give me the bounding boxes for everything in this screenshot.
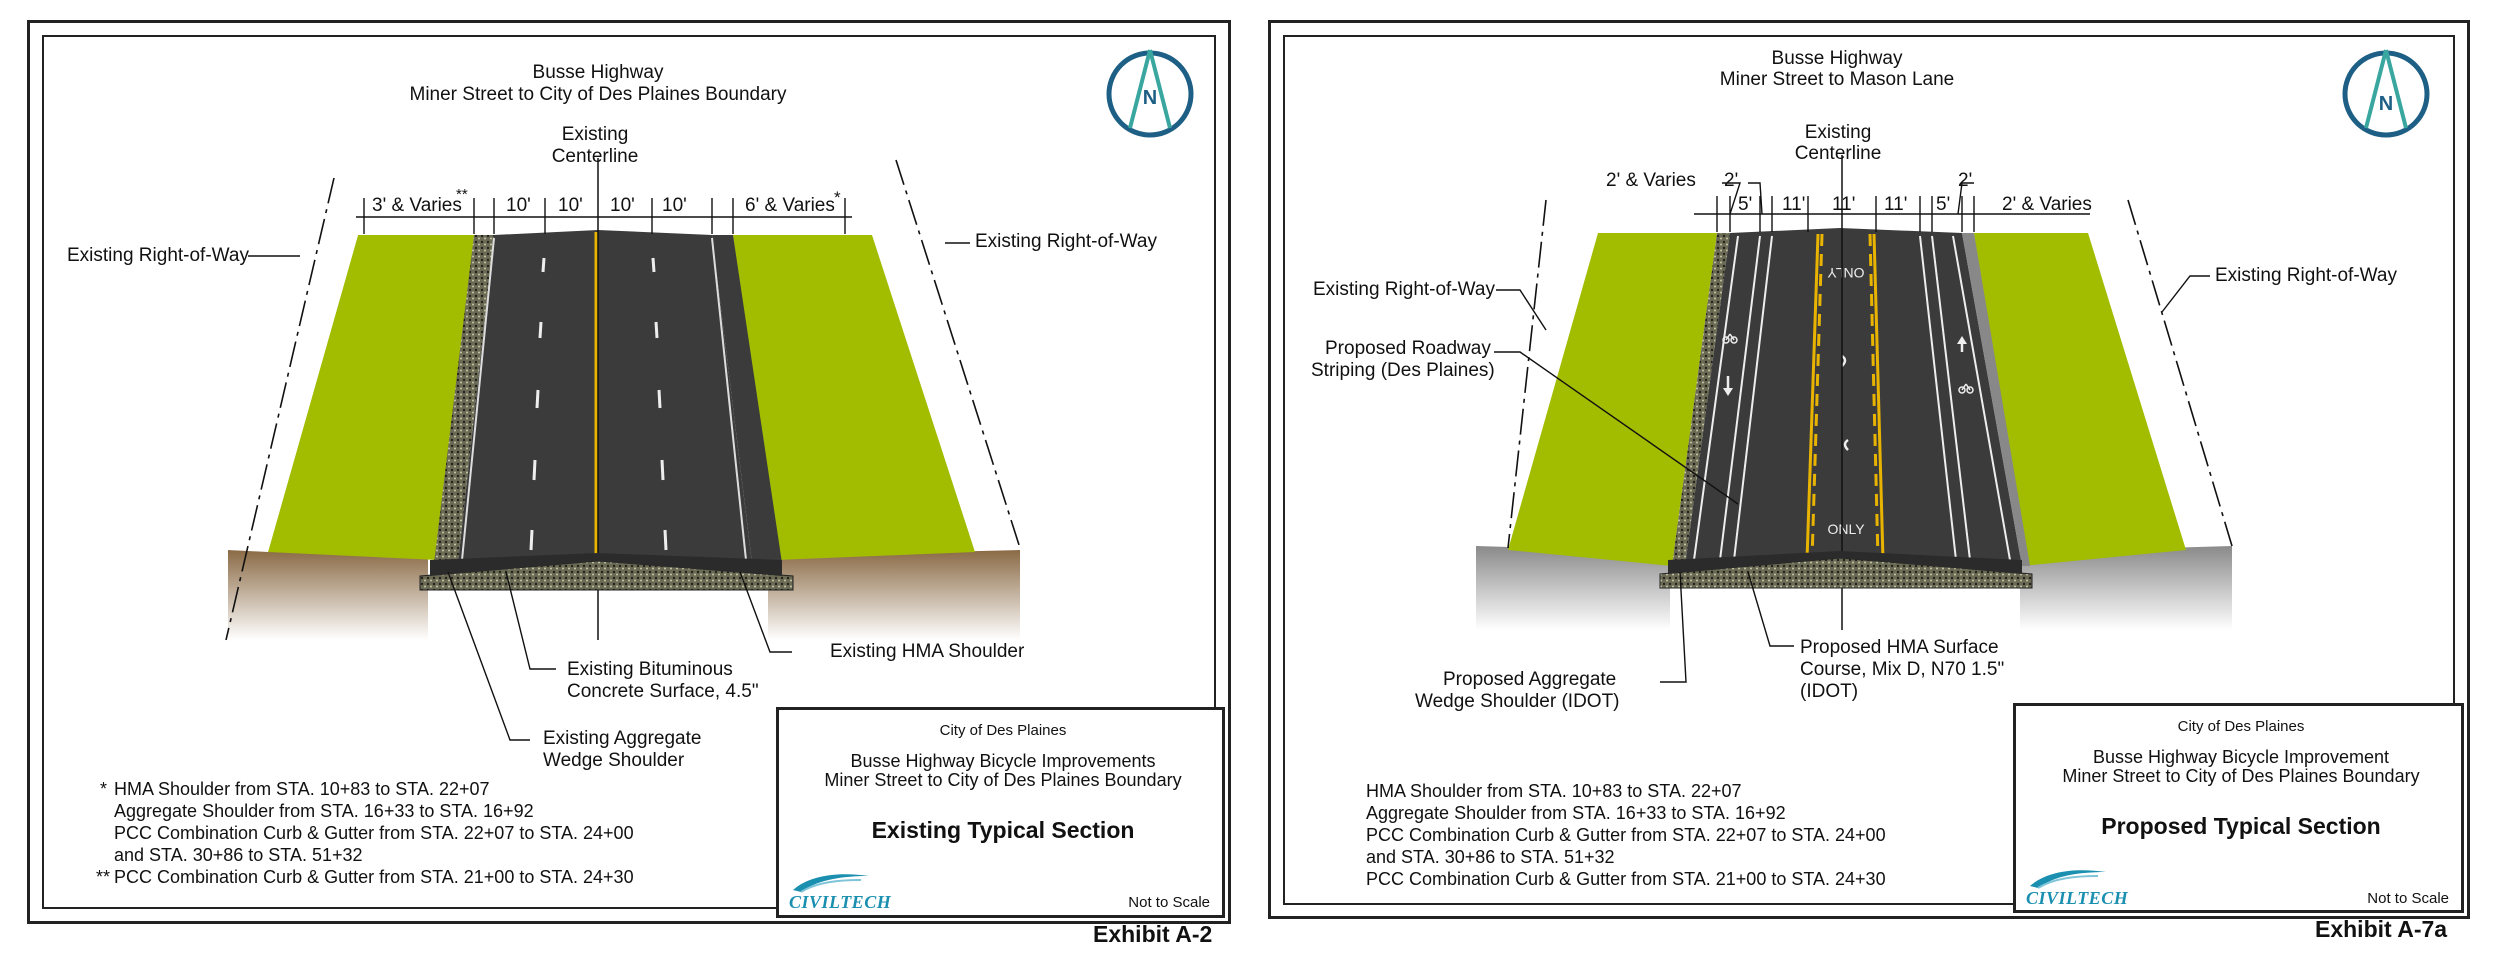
left-title-line2: Miner Street to City of Des Plaines Boundary	[409, 84, 787, 105]
tb-project-line1: Busse Highway Bicycle Improvement	[2092, 747, 2390, 767]
civiltech-logo: CIVILTECH	[789, 892, 892, 912]
civiltech-logo-swoosh	[2028, 866, 2108, 890]
right-callout-agg-1: Proposed Aggregate	[1443, 669, 1617, 690]
right-notes	[1366, 780, 1886, 890]
tb-section-title: Existing Typical Section	[871, 817, 1135, 843]
right-centerline-label-2: Centerline	[1794, 143, 1882, 164]
left-callout-surface-1: Existing Bituminous	[567, 659, 733, 680]
tb-section-title: Proposed Typical Section	[2101, 813, 2381, 839]
right-dim-1: 2' & Varies	[1606, 170, 1696, 191]
tb-project-line1: Busse Highway Bicycle Improvements	[850, 751, 1156, 771]
left-callout-surface-2: Concrete Surface, 4.5"	[567, 681, 759, 702]
tb-city: City of Des Plaines	[2177, 718, 2305, 735]
right-callout-hma-1: Proposed HMA Surface	[1800, 637, 1999, 658]
left-callout-hma-shoulder: Existing HMA Shoulder	[830, 641, 1025, 662]
pavement-word-bottom: ONLY	[1827, 521, 1865, 537]
right-dim-8: 2'	[1958, 170, 1973, 191]
note-mark: *	[100, 779, 108, 799]
right-callout-hma-3: (IDOT)	[1800, 681, 1859, 702]
right-title-line2: Miner Street to Mason Lane	[1719, 69, 1955, 90]
tb-scale: Not to Scale	[2367, 890, 2449, 907]
right-dim-9: 2' & Varies	[2002, 194, 2092, 215]
left-dim-shoulder-right: 6' & Varies	[745, 195, 835, 216]
right-row-label-right: Existing Right-of-Way	[2215, 265, 2397, 286]
right-row-label-left: Existing Right-of-Way	[1313, 279, 1495, 300]
right-centerline-label-1: Existing	[1804, 122, 1872, 143]
right-dim-5: 11'	[1832, 194, 1856, 215]
left-dim-note-mark-2: **	[456, 186, 468, 203]
left-dim-shoulder-left: 3' & Varies	[372, 195, 462, 216]
left-title-block	[776, 707, 1225, 918]
right-dim-4: 11'	[1782, 194, 1806, 215]
tb-city: City of Des Plaines	[939, 722, 1067, 739]
note-text: PCC Combination Curb & Gutter from STA. 22+07 to STA. 24+00	[1366, 825, 1886, 845]
left-dim-lane-2: 10'	[558, 195, 583, 216]
soil-right	[768, 550, 1020, 640]
north-arrow-icon	[1104, 48, 1196, 140]
note-text: and STA. 30+86 to STA. 51+32	[1366, 847, 1615, 867]
left-dim-lane-1: 10'	[506, 195, 531, 216]
left-row-label-right: Existing Right-of-Way	[975, 231, 1157, 252]
north-arrow-icon	[2340, 48, 2432, 140]
tb-scale: Not to Scale	[1128, 894, 1210, 911]
note-text: PCC Combination Curb & Gutter from STA. 21+00 to STA. 24+30	[1366, 869, 1886, 889]
soil-left	[228, 550, 428, 640]
right-callout-agg-2: Wedge Shoulder (IDOT)	[1415, 691, 1620, 712]
right-title-line1: Busse Highway	[1771, 48, 1903, 69]
note-mark: **	[96, 867, 111, 887]
right-dim-2: 2'	[1724, 170, 1739, 191]
pavement-word-top: ONLY	[1827, 265, 1865, 281]
north-letter: N	[1142, 87, 1158, 109]
note-text: HMA Shoulder from STA. 10+83 to STA. 22+07	[114, 779, 490, 799]
left-centerline-label-2: Centerline	[551, 146, 639, 167]
note-text: Aggregate Shoulder from STA. 16+33 to STA. 16+92	[114, 801, 534, 821]
right-callout-hma-2: Course, Mix D, N70 1.5"	[1800, 659, 2005, 680]
tb-project-line2: Miner Street to City of Des Plaines Boundary	[2062, 766, 2420, 786]
left-callout-agg-2: Wedge Shoulder	[543, 750, 685, 771]
right-callout-striping-2: Striping (Des Plaines)	[1311, 360, 1495, 381]
left-exhibit-label: Exhibit A-2	[1093, 921, 1213, 947]
right-exhibit-label: Exhibit A-7a	[2315, 916, 2448, 942]
note-text: PCC Combination Curb & Gutter from STA. 22+07 to STA. 24+00	[114, 823, 634, 843]
right-callout-striping-1: Proposed Roadway	[1325, 338, 1491, 359]
left-callout-agg-1: Existing Aggregate	[543, 728, 702, 749]
right-dim-7: 5'	[1936, 194, 1951, 215]
left-dim-note-mark-1: *	[834, 188, 841, 207]
note-text: Aggregate Shoulder from STA. 16+33 to STA. 16+92	[1366, 803, 1786, 823]
pavement	[458, 230, 752, 563]
left-title-line1: Busse Highway	[532, 62, 664, 83]
left-dim-lane-3: 10'	[610, 195, 635, 216]
note-text: and STA. 30+86 to STA. 51+32	[114, 845, 363, 865]
right-title-block	[2013, 703, 2464, 913]
tb-project-line2: Miner Street to City of Des Plaines Boundary	[824, 770, 1182, 790]
civiltech-logo: CIVILTECH	[2026, 888, 2129, 908]
left-row-label-left: Existing Right-of-Way	[67, 245, 249, 266]
right-dim-3: 5'	[1738, 194, 1753, 215]
note-text: PCC Combination Curb & Gutter from STA. 21+00 to STA. 24+30	[114, 867, 634, 887]
left-dim-lane-4: 10'	[662, 195, 687, 216]
north-letter: N	[2378, 93, 2394, 115]
note-text: HMA Shoulder from STA. 10+83 to STA. 22+07	[1366, 781, 1742, 801]
right-dim-6: 11'	[1884, 194, 1908, 215]
left-centerline-label-1: Existing	[561, 124, 629, 145]
civiltech-logo-swoosh	[791, 870, 871, 894]
